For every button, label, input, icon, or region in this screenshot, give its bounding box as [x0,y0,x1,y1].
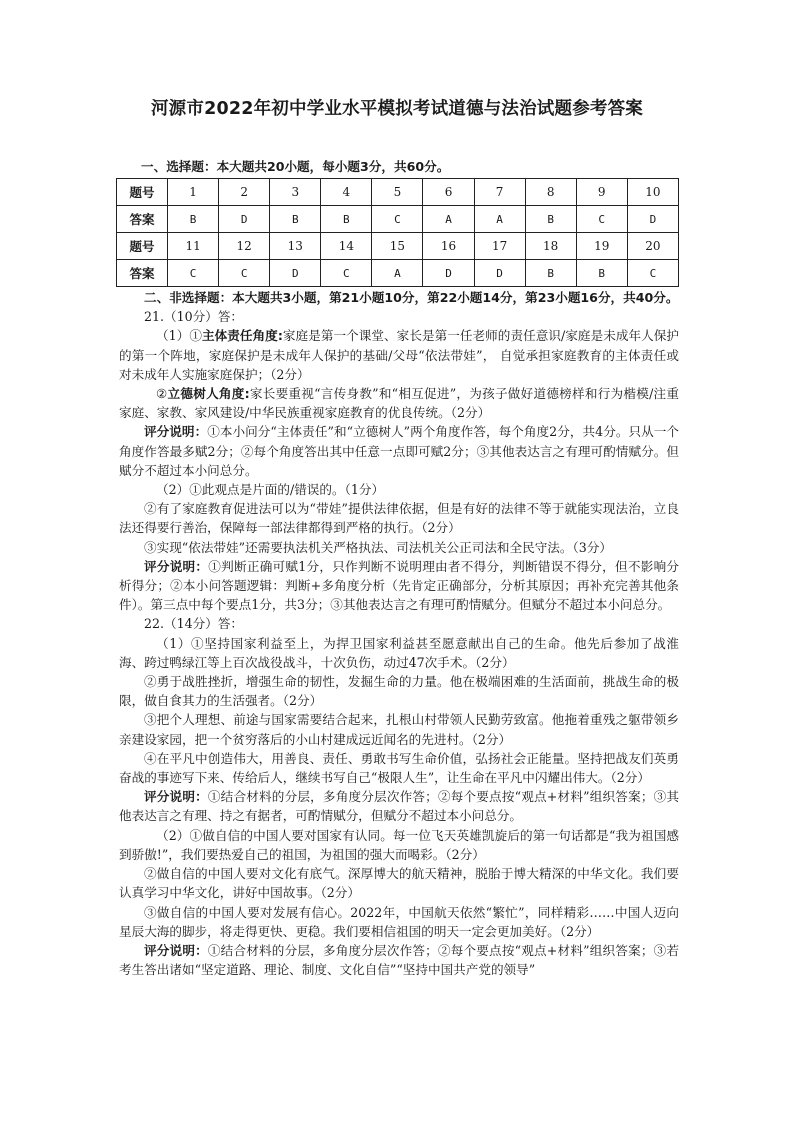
table-cell: 7 [474,179,525,206]
table-row [117,233,679,260]
section1-heading: 一、选择题：本大题共20小题，每小题3分，共60分。 [141,159,450,174]
table-cell: 14 [321,233,372,260]
q21-para-3 [119,422,679,480]
table-cell: B [168,206,219,233]
table-cell: 3 [270,179,321,206]
q22-heading [119,614,679,633]
q21-head-text: 21.（10分）答： [144,309,244,325]
table-cell: 6 [423,179,474,206]
q22-para-6: （2）①做自信的中国人要对国家有认同。每一位飞天英雄凯旋后的第一句话都是“我为祖国感到骄傲!”，我们要热爱自己的祖国，为祖国的强大而喝彩。（2分） [119,827,679,862]
q21-p2-label: 立德树人角度: [167,386,250,402]
q22-para-2: ②勇于战胜挫折，增强生命的韧性，发掘生命的力量。他在极端困难的生活面前，挑战生命的极限，做自食其力的生活强者。（2分） [119,674,679,709]
q21-para-6: ③实现“依法带娃”还需要执法机关严格执法、司法机关公正司法和全民守法。（3分） [144,539,612,555]
scoring-note-label: 评分说明： [144,424,208,440]
table-cell: A [474,206,525,233]
table-cell: 18 [525,233,576,260]
q22-para-8: ③做自信的中国人要对发展有信心。2022年，中国航天依然“繁忙”，同样精彩……中国人迈向星辰大海的脚步，将走得更快、更稳。我们要相信祖国的明天一定会更加美好。（2分） [119,904,679,939]
scoring-note-label: 评分说明： [144,558,209,574]
q21-para-1 [119,326,679,384]
q21-p2-text: 家长要重视“言传身教”和“相互促进”，为孩子做好道德榜样和行为楷模/注重家庭、家教、家风建设/中华民族重视家庭教育的优良传统。（2分） [119,386,679,421]
table-cell: D [219,206,270,233]
q21-para-5: ②有了家庭教育促进法可以为“带娃”提供法律依据，但是有好的法律不等于就能实现法治，立良法还得要行善治，保障每一部法律都得到严格的执行。（2分） [119,501,679,536]
q21-p1-label: 主体责任角度: [201,328,283,344]
table-cell: C [168,260,219,287]
table-cell: A [423,206,474,233]
q22-para-4: ④在平凡中创造伟大，用善良、责任、勇敢书写生命价值，弘扬社会正能量。坚持把战友们英勇奋战的事迹写下来、传给后人，继续书写自己“极限人生”，让生命在平凡中闪耀出伟大。（2分） [119,750,679,786]
table-cell: 13 [270,233,321,260]
table-cell: C [219,260,270,287]
table-cell: A [372,260,423,287]
scoring-note-label: 评分说明： [144,942,208,958]
table-cell: B [270,206,321,233]
table-cell: B [525,206,576,233]
q22-p5-text: ①结合材料的分层，多角度分层次作答；②每个要点按“观点+材料”组织答案；③其他表达言之有理、持之有据者，可酌情赋分，但赋分不超过本小问总分。 [119,789,679,824]
table-cell: 2 [219,179,270,206]
scoring-note-label: 评分说明： [144,789,208,805]
table-row [117,206,679,233]
table-cell: D [270,260,321,287]
table-cell: C [627,260,678,287]
table-cell: 16 [423,233,474,260]
row-label-number: 题号 [117,233,168,260]
table-cell: D [627,206,678,233]
row-label-answer: 答案 [117,206,168,233]
section2-heading: 二、非选择题：本大题共3小题，第21小题10分，第22小题14分，第23小题16分，共40分。 [144,290,679,305]
table-cell: B [576,260,627,287]
q21-p1-lead: （1）① [156,328,202,344]
table-cell: C [321,260,372,287]
table-cell: 15 [372,233,423,260]
table-cell: B [321,206,372,233]
table-cell: C [372,206,423,233]
table-cell: 11 [168,233,219,260]
q21-p1-text: 家庭是第一个课堂、家长是第一任老师的责任意识/家庭是未成年人保护的第一个阵地，家庭保护是未成年人保护的基础/父母“依法带娃”， 自觉承担家庭教育的主体责任或对未成年人实施家庭保护；（2分） [119,328,680,382]
table-cell: D [423,260,474,287]
table-cell: D [474,260,525,287]
table-cell: C [576,206,627,233]
table-cell: 4 [321,179,372,206]
q21-p2-lead: ② [156,386,168,402]
table-cell: 8 [525,179,576,206]
table-cell: 5 [372,179,423,206]
q22-para-1: （1）①坚持国家利益至上，为捍卫国家利益甚至愿意献出自己的生命。他先后参加了战淮海、跨过鸭绿江等上百次战役战斗，十次负伤，动过47次手术。（2分） [119,635,679,670]
answer-body [119,288,679,979]
q22-p9-text: ①结合材料的分层，多角度分层次作答；②每个要点按“观点+材料”组织答案；③若考生答出诸如“坚定道路、理论、制度、文化自信”“坚持中国共产党的领导” [119,942,679,978]
q21-para-4: （2）①此观点是片面的/错误的。（1分） [156,482,385,498]
table-cell: 19 [576,233,627,260]
table-row [117,179,679,206]
q21-p7-text: ①判断正确可赋1分，只作判断不说明理由者不得分，判断错误不得分，但不影响分析得分；②本小问答题逻辑：判断+多角度分析（先肯定正确部分，分析其原因；再补充完善其他条件）。第三点中每个要点1分，共3分；③其他表达言之有理可酌情赋分。但赋分不超过本小问总分。 [119,558,680,613]
q21-heading [119,307,679,326]
table-cell: 12 [219,233,270,260]
table-cell: 9 [576,179,627,206]
q22-para-7: ②做自信的中国人要对文化有底气。深厚博大的航天精神，脱胎于博大精深的中华文化。我们要认真学习中华文化，讲好中国故事。（2分） [119,866,679,901]
table-cell: 20 [627,233,678,260]
row-label-number: 题号 [117,179,168,206]
table-cell: B [525,260,576,287]
q22-para-3: ③把个人理想、前途与国家需要结合起来，扎根山村带领人民勤劳致富。他拖着重残之躯带领乡亲建设家园，把一个贫穷落后的小山村建成远近闻名的先进村。（2分） [119,712,679,747]
q22-head-text: 22.（14分）答： [144,616,244,632]
row-label-answer: 答案 [117,260,168,287]
page-title: 河源市2022年初中学业水平模拟考试道德与法治试题参考答案 [150,99,643,119]
table-cell: 1 [168,179,219,206]
q22-para-5 [119,787,679,825]
table-cell: 10 [627,179,678,206]
q21-para-2 [119,384,679,422]
q21-p3-text: ①本小问分“主体责任”和“立德树人”两个角度作答，每个角度2分，共4分。只从一个角度作答最多赋2分；②每个角度答出其中任意一点即可赋2分；③其他表达言之有理可酌情赋分。但赋分不超过本小问总分。 [119,424,679,478]
q22-para-9 [119,941,679,979]
q21-para-7 [119,557,679,615]
table-cell: 17 [474,233,525,260]
table-row [117,260,679,287]
answer-table [116,178,679,287]
